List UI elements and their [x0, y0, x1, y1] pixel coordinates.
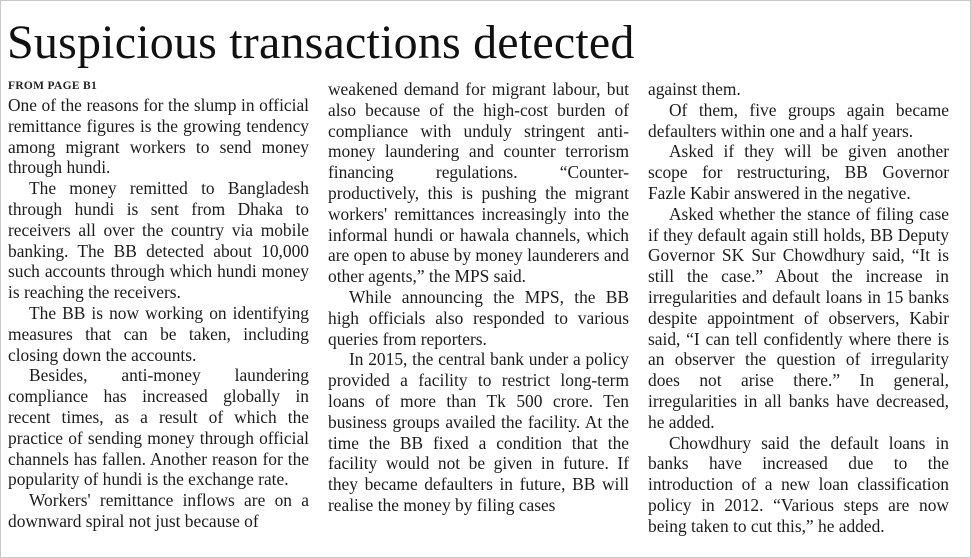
headline: Suspicious transactions detected: [7, 16, 635, 69]
paragraph: The BB is now working on identifying measures that can be taken, including closing down the accounts.: [8, 302, 309, 365]
kicker-from-page: FROM PAGE B1: [8, 80, 97, 92]
article-column-3: [648, 79, 949, 539]
paragraph: Besides, anti-money laundering compliance has increased globally in recent times, as a result of which the practice of sending money through official channels has fallen. Another reason for the popularity of hundi is the exchange rate.: [8, 365, 309, 490]
article-column-1: [8, 79, 309, 539]
paragraph: In 2015, the central bank under a policy provided a facility to restrict long-term loans of more than Tk 500 crore. Ten business groups availed the facility. At the time the BB fixed a condition that the facility would not be given in future. If they became defaulters in future, BB will realise the money by filing cases: [328, 349, 629, 515]
paragraph: Chowdhury said the default loans in banks have increased due to the introduction of a new loan classification policy in 2012. “Various steps are now being taken to cut this,” he added.: [648, 432, 949, 536]
article-column-2: [328, 79, 629, 539]
paragraph: Asked whether the stance of filing case if they default again still holds, BB Deputy Governor SK Sur Chowdhury said, “It is still the case.” About the increase in irregularities and default loans in 15 banks despite appointment of observers, Kabir said, “I can tell confidently where there is an observer the question of irregularity does not arise there.” In general, irregularities in all banks have decreased, he added.: [648, 203, 949, 432]
paragraph: Workers' remittance inflows are on a downward spiral not just because of: [8, 490, 309, 531]
paragraph: Of them, five groups again became defaulters within one and a half years.: [648, 99, 949, 141]
paragraph: One of the reasons for the slump in official remittance figures is the growing tendency among migrant workers to send money through hundi.: [8, 95, 309, 178]
paragraph: While announcing the MPS, the BB high officials also responded to various queries from reporters.: [328, 286, 629, 349]
paragraph: Asked if they will be given another scope for restructuring, BB Governor Fazle Kabir answered in the negative.: [648, 141, 949, 203]
paragraph: weakened demand for migrant labour, but also because of the high-cost burden of compliance with unduly stringent anti-money laundering and counter terrorism financing regulations. “Counter-productively, this is pushing the migrant workers' remittances increasingly into the informal hundi or hawala channels, which are open to abuse by money launderers and other agents,” the MPS said.: [328, 79, 629, 287]
paragraph: against them.: [648, 79, 741, 99]
paragraph: The money remitted to Bangladesh through hundi is sent from Dhaka to receivers all over the country via mobile banking. The BB detected about 10,000 such accounts through which hundi money is reaching the receivers.: [8, 178, 309, 303]
